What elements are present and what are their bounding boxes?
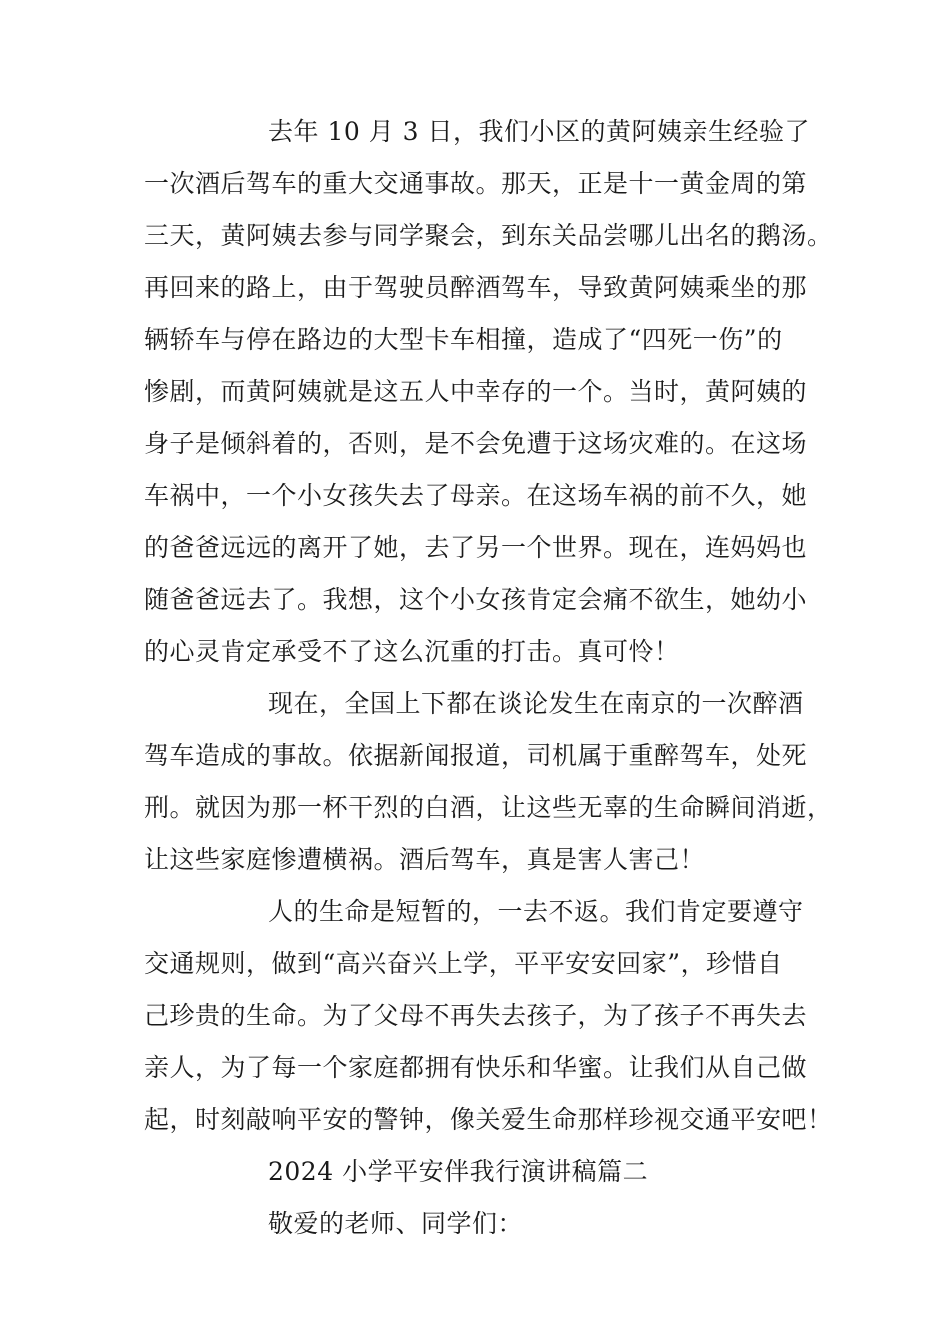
section-heading: 2024 小学平安伴我行演讲稿篇二 — [268, 1157, 649, 1186]
text-line: 刑。就因为那一杯干烈的白酒，让这些无辜的生命瞬间消逝， — [144, 793, 833, 822]
text-line: 让这些家庭惨遭横祸。酒后驾车，真是害人害己！ — [144, 845, 706, 874]
text-line: 去年 10 月 3 日，我们小区的黄阿姨亲生经验了 — [268, 117, 811, 146]
text-line: 亲人，为了每一个家庭都拥有快乐和华蜜。让我们从自己做 — [144, 1053, 808, 1082]
text-line: 人的生命是短暂的，一去不返。我们肯定要遵守 — [268, 897, 804, 926]
text-line: 车祸中，一个小女孩失去了母亲。在这场车祸的前不久，她 — [144, 481, 808, 510]
text-line: 辆轿车与停在路边的大型卡车相撞，造成了“四死一伤”的 — [144, 325, 783, 354]
text-line: 驾车造成的事故。依据新闻报道，司机属于重醉驾车，处死 — [144, 741, 808, 770]
salutation: 敬爱的老师、同学们： — [268, 1209, 524, 1238]
text-line: 身子是倾斜着的，否则，是不会免遭于这场灾难的。在这场 — [144, 429, 808, 458]
text-line: 一次酒后驾车的重大交通事故。那天，正是十一黄金周的第 — [144, 169, 808, 198]
text-line: 交通规则，做到“高兴奋兴上学，平平安安回家”，珍惜自 — [144, 949, 783, 978]
text-line: 己珍贵的生命。为了父母不再失去孩子，为了孩子不再失去 — [144, 1001, 808, 1030]
text-line: 的爸爸远远的离开了她，去了另一个世界。现在，连妈妈也 — [144, 533, 808, 562]
text-line: 起，时刻敲响平安的警钟，像关爱生命那样珍视交通平安吧！ — [144, 1105, 833, 1134]
text-line: 三天，黄阿姨去参与同学聚会，到东关品尝哪儿出名的鹅汤。 — [144, 221, 833, 250]
text-line: 现在，全国上下都在谈论发生在南京的一次醉酒 — [268, 689, 804, 718]
text-line: 的心灵肯定承受不了这么沉重的打击。真可怜！ — [144, 637, 680, 666]
text-line: 再回来的路上，由于驾驶员醉酒驾车，导致黄阿姨乘坐的那 — [144, 273, 808, 302]
text-line: 惨剧，而黄阿姨就是这五人中幸存的一个。当时，黄阿姨的 — [144, 377, 808, 406]
text-line: 随爸爸远去了。我想，这个小女孩肯定会痛不欲生，她幼小 — [144, 585, 808, 614]
document-body — [144, 106, 833, 1250]
